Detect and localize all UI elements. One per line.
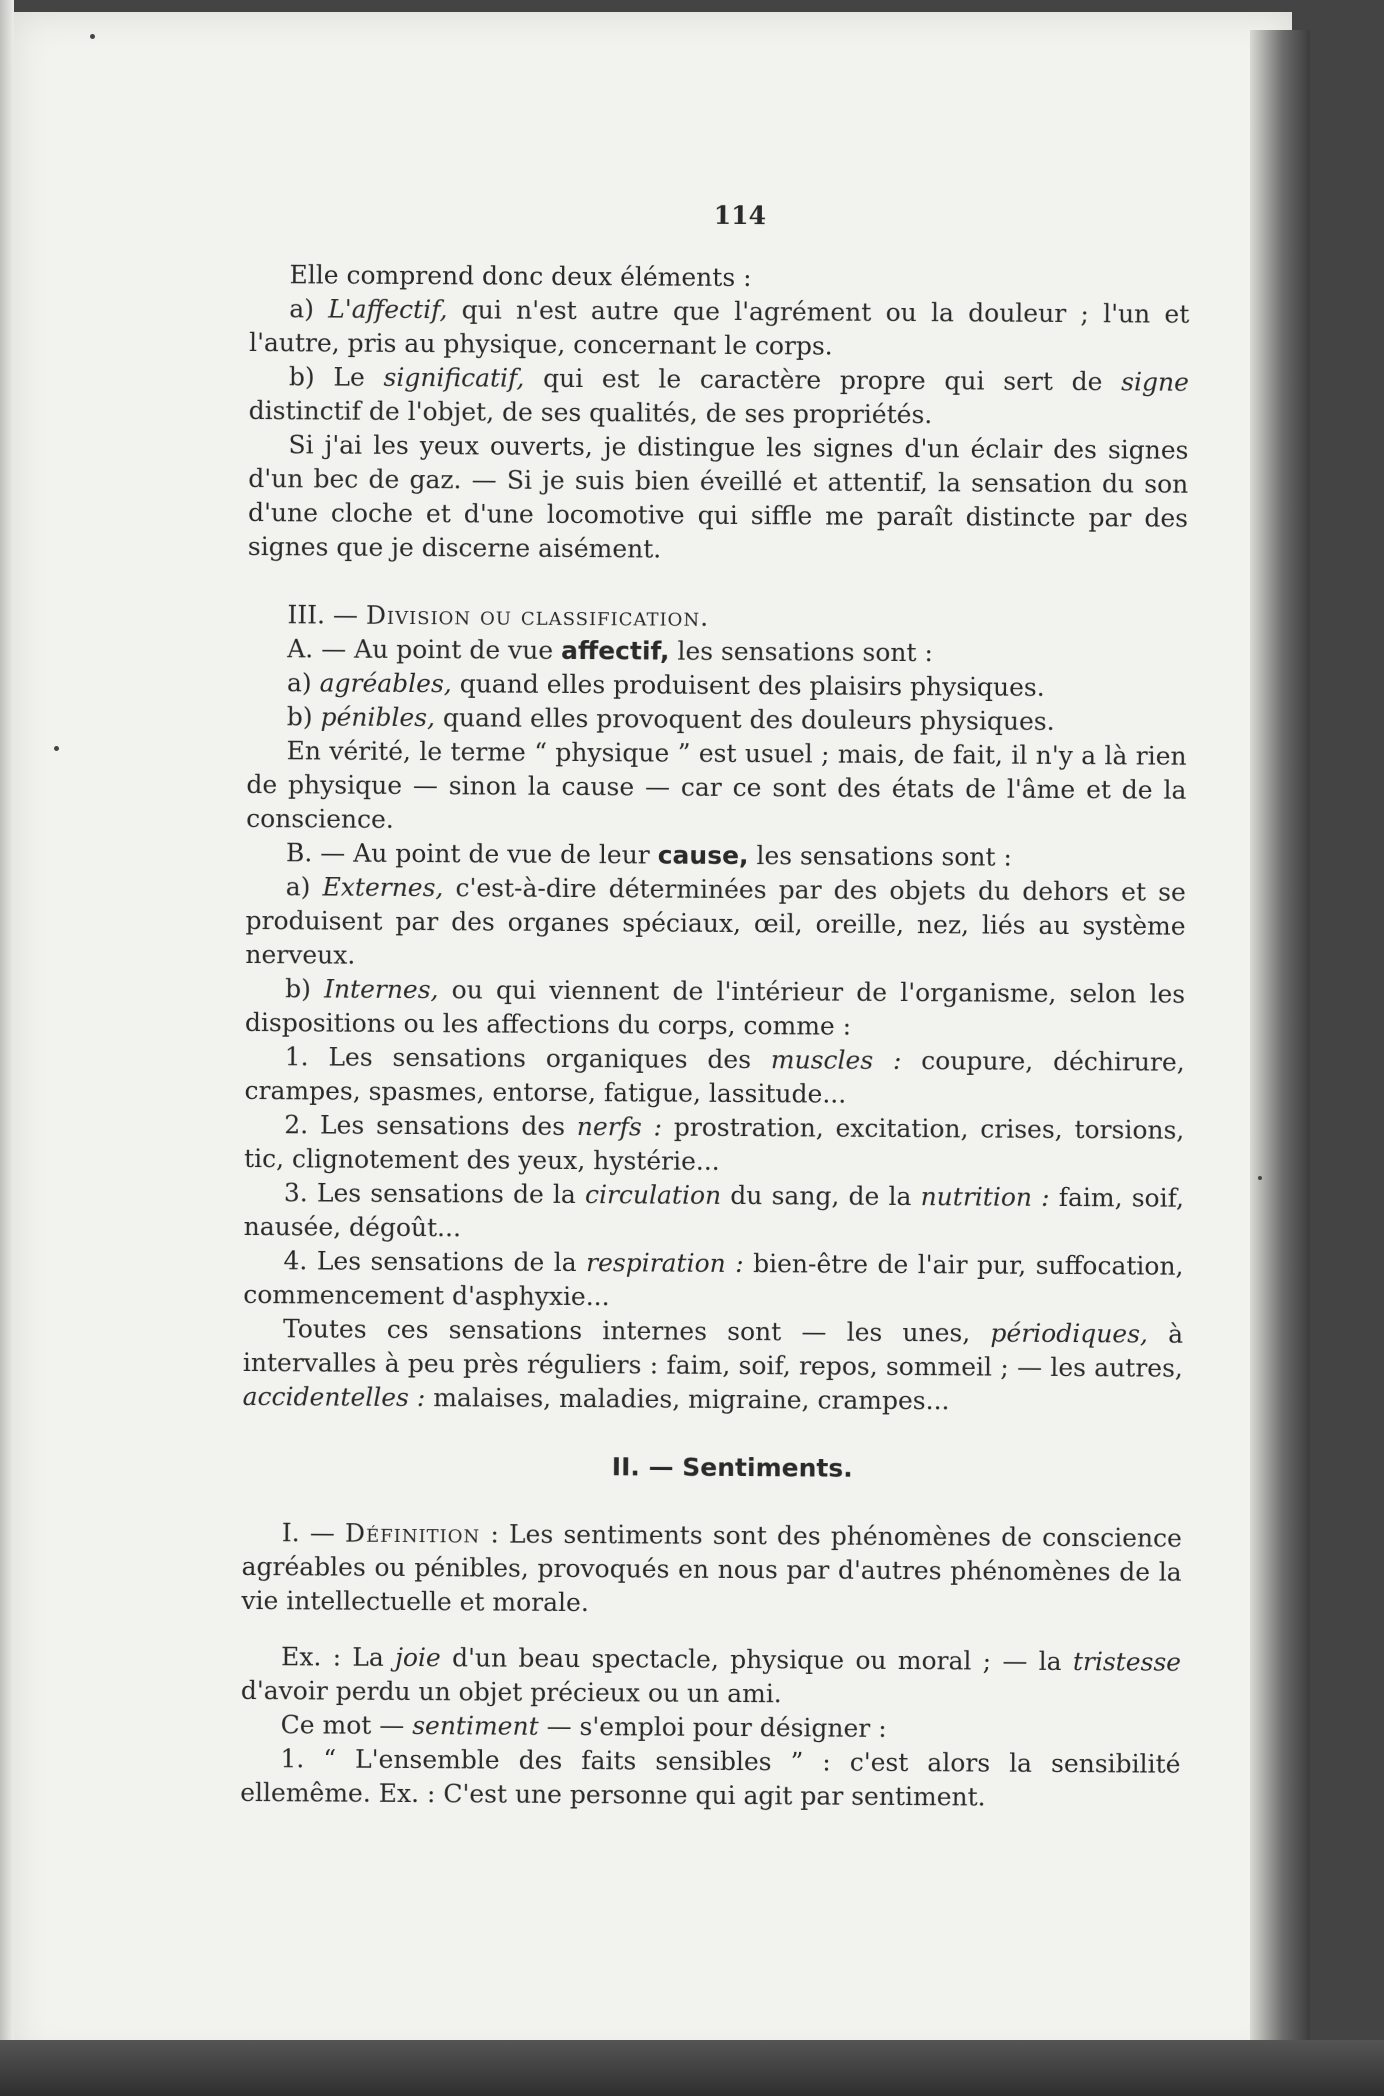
list-item: b) pénibles, quand elles provoquent des douleurs physiques.: [286, 702, 1055, 736]
paragraph: Toutes ces sensations internes sont — les unes, périodiques, à intervalles à peu près réguliers : faim, soif, repos, sommeil ; — les autres, accidentelles : malaises, maladies, migraine, crampes...: [242, 1314, 1184, 1416]
section-title: II. — Sentiments.: [611, 1452, 853, 1483]
list-item: 1. “ L'ensemble des faits sensibles ” : c'est alors la sensibilité ellemême. Ex. : C'est une personne qui agit par sentiment.: [240, 1744, 1181, 1812]
scan-bottom-shadow: [0, 2040, 1384, 2096]
page-right-edge: [1250, 30, 1310, 2050]
ink-speck: [54, 746, 59, 751]
list-item: a) agréables, quand elles produisent des plaisirs physiques.: [286, 668, 1045, 702]
ink-speck: [1258, 1176, 1262, 1180]
page-number: 114: [713, 200, 767, 231]
subsection-heading: III. — Division ou classification.: [287, 600, 710, 632]
paragraph: A. — Au point de vue affectif, les sensations sont :: [287, 634, 933, 668]
list-item: 2. Les sensations des nerfs : prostration, excitation, crises, torsions, tic, clignotement des yeux, hystérie...: [244, 1110, 1185, 1176]
paragraph: a) L'affectif, qui n'est autre que l'agrément ou la douleur ; l'un et l'autre, pris au physique, concernant le corps.: [249, 294, 1190, 361]
ink-speck: [90, 34, 95, 39]
paragraph: b) Le significatif, qui est le caractère propre qui sert de signe distinctif de l'objet, de ses qualités, de ses propriétés.: [248, 362, 1189, 430]
paragraph: Ex. : La joie d'un beau spectacle, physique ou moral ; — la tristesse d'avoir perdu un objet précieux ou un ami.: [240, 1642, 1182, 1709]
page-text: [240, 196, 1190, 1816]
list-item: 4. Les sensations de la respiration : bien-être de l'air pur, suffocation, commencement d'asphyxie...: [243, 1246, 1184, 1312]
list-item: 3. Les sensations de la circulation du sang, de la nutrition : faim, soif, nausée, dégoût...: [243, 1178, 1184, 1243]
paragraph: Elle comprend donc deux éléments :: [289, 260, 752, 293]
paragraph: I. — Définition : Les sentiments sont des phénomènes de conscience agréables ou pénibles, provoqués en nous par d'autres phénomènes de la vie intellectuelle et morale.: [241, 1518, 1182, 1618]
paragraph: Si j'ai les yeux ouverts, je distingue les signes d'un éclair des signes d'un bec de gaz. — Si je suis bien éveillé et attentif, la sensation du son d'une cloche et d'une locomotive qui siffle me paraît distincte par des signes que je discerne aisément.: [247, 430, 1189, 564]
list-item: 1. Les sensations organiques des muscles : coupure, déchirure, crampes, spasmes, entorse, fatigue, lassitude...: [244, 1042, 1185, 1109]
list-item: a) Externes, c'est-à-dire déterminées par des objets du dehors et se produisent par des organes spéciaux, œil, oreille, nez, liés au système nerveux.: [245, 872, 1186, 970]
paragraph: Ce mot — sentiment — s'emploi pour désigner :: [280, 1710, 887, 1743]
paragraph: B. — Au point de vue de leur cause, les sensations sont :: [285, 838, 1012, 872]
list-item: b) Internes, ou qui viennent de l'intérieur de l'organisme, selon les dispositions ou les affections du corps, comme :: [244, 974, 1186, 1041]
paragraph: En vérité, le terme “ physique ” est usuel ; mais, de fait, il n'y a là rien de physique — sinon la cause — car ce sont des états de l'âme et de la conscience.: [246, 736, 1187, 834]
page-left-edge: [0, 0, 14, 2096]
